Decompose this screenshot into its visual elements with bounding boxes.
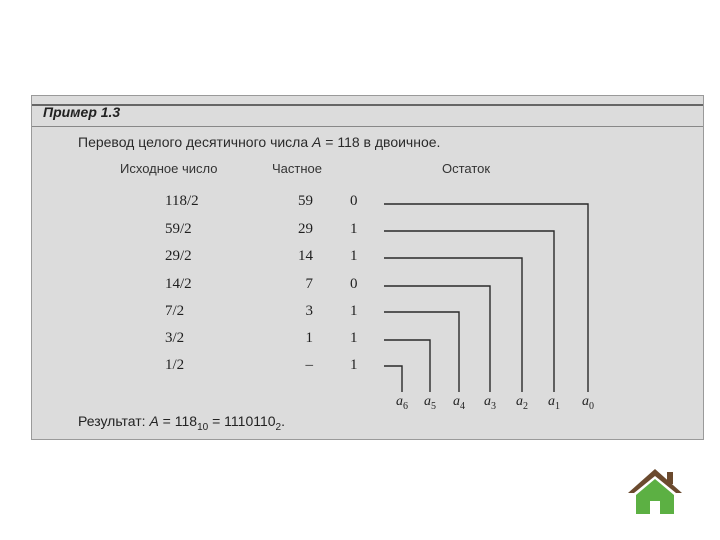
digit-label-a0: [582, 394, 594, 412]
header-quotient: Частное: [272, 161, 322, 176]
digit-label-a1-base: a: [548, 394, 555, 409]
digit-label-a6: [396, 394, 408, 412]
row-0-quotient: 59: [298, 193, 313, 209]
result-suffix: .: [281, 413, 285, 429]
description-prefix: Перевод целого десятичного числа: [78, 134, 313, 150]
header-remainder: Остаток: [442, 161, 491, 176]
result-variable: A: [149, 413, 159, 429]
row-5-remainder: 1: [350, 330, 358, 346]
row-5-source: 3/2: [165, 330, 185, 346]
result-base2: 2: [275, 422, 282, 433]
row-3-source: 14/2: [165, 276, 192, 292]
digit-label-a2: [516, 394, 528, 412]
result-base10: 10: [197, 422, 209, 433]
digit-label-a1: [548, 394, 560, 412]
digit-label-a3-base: a: [484, 394, 491, 409]
digit-label-a6-sub: 6: [403, 401, 408, 412]
home-chimney: [667, 472, 673, 484]
row-3-remainder: 0: [350, 276, 358, 292]
digit-label-a5: [424, 394, 436, 412]
digit-label-a6-base: a: [396, 394, 403, 409]
row-1-quotient: 29: [298, 221, 313, 237]
digit-label-a1-sub: 1: [555, 401, 560, 412]
row-1-source: 59/2: [165, 221, 192, 237]
row-3-quotient: 7: [305, 276, 313, 292]
row-6-remainder: 1: [350, 357, 358, 373]
home-door: [650, 501, 660, 514]
row-0-source: 118/2: [165, 193, 199, 209]
result-middle: = 1110110: [208, 413, 276, 429]
digit-label-a0-base: a: [582, 394, 589, 409]
digit-label-a5-base: a: [424, 394, 431, 409]
connector-a2: [384, 258, 522, 392]
row-6-quotient: –: [305, 357, 313, 373]
row-2-quotient: 14: [298, 248, 313, 264]
row-2-source: 29/2: [165, 248, 192, 264]
digit-label-a5-sub: 5: [431, 401, 436, 412]
digit-label-a0-sub: 0: [589, 401, 594, 412]
connector-a6: [384, 366, 402, 392]
home-icon[interactable]: [627, 466, 683, 516]
example-scan: [31, 95, 704, 440]
digit-label-a4-base: a: [453, 394, 460, 409]
digit-label-a2-base: a: [516, 394, 523, 409]
result-prefix: Результат:: [78, 413, 150, 429]
result-line: [78, 413, 285, 433]
description-variable: A: [312, 134, 322, 150]
connector-a3: [384, 286, 490, 392]
row-4-remainder: 1: [350, 303, 358, 319]
description-suffix: = 118 в двоичное.: [321, 134, 441, 150]
row-4-source: 7/2: [165, 303, 185, 319]
digit-label-a3: [484, 394, 496, 412]
row-1-remainder: 1: [350, 221, 358, 237]
digit-label-a4: [453, 394, 465, 412]
result-equals: = 118: [158, 413, 198, 429]
row-0-remainder: 0: [350, 193, 358, 209]
digit-label-a3-sub: 3: [491, 401, 496, 412]
row-4-quotient: 3: [305, 303, 313, 319]
row-6-source: 1/2: [165, 357, 185, 373]
header-source: Исходное число: [120, 161, 218, 176]
row-2-remainder: 1: [350, 248, 358, 264]
connector-a0: [384, 204, 588, 392]
connector-lines: [32, 96, 705, 441]
digit-label-a4-sub: 4: [460, 401, 465, 412]
row-5-quotient: 1: [305, 330, 313, 346]
example-title: Пример 1.3: [43, 104, 121, 120]
digit-label-a2-sub: 2: [523, 401, 528, 412]
connector-a4: [384, 312, 459, 392]
